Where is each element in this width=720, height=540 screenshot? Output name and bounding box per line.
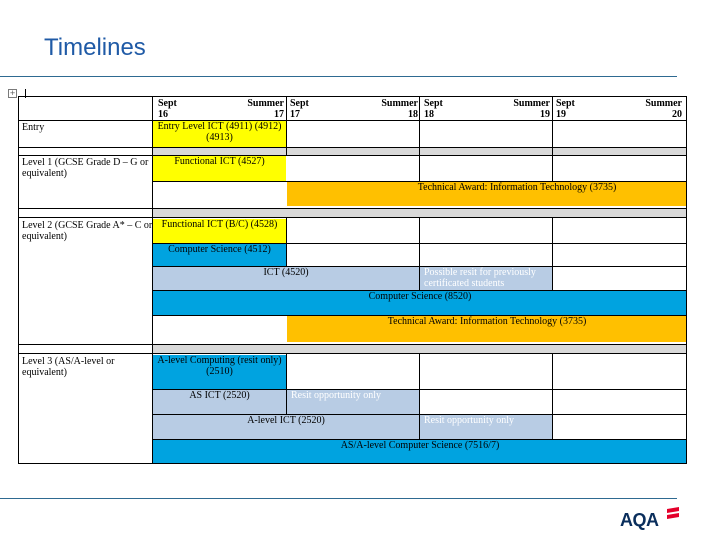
functional-ict-bc-bar: Functional ICT (B/C) (4528) (153, 219, 286, 243)
functional-ict-bar: Functional ICT (4527) (153, 156, 286, 181)
computer-science-4512-bar: Computer Science (4512) (153, 244, 286, 266)
ict-4520-bar: ICT (4520) (153, 267, 419, 290)
a-level-ict-bar: A-level ICT (2520) (153, 415, 419, 439)
table-frame (18, 96, 687, 464)
header-col-1: Sept 16 Summer 17 (158, 98, 284, 120)
header-col-2: Sept 17 Summer 18 (290, 98, 418, 120)
technical-award-bar-1: Technical Award: Information Technology (3735) (287, 182, 687, 206)
computer-science-8520-bar: Computer Science (8520) (153, 291, 687, 315)
technical-award-bar-2: Technical Award: Information Technology (3735) (287, 316, 687, 342)
bottom-divider (0, 498, 677, 499)
header-col-3: Sept 18 Summer 19 (424, 98, 550, 120)
level-3-label: Level 3 (AS/A-level or equivalent) (22, 356, 115, 378)
level-2-label: Level 2 (GCSE Grade A* – C or equivalent) (22, 220, 153, 242)
table-anchor-icon[interactable]: + (9, 89, 16, 97)
resit-only-bar-2: Resit opportunity only (420, 415, 552, 439)
aqa-logo: AQA (620, 510, 659, 530)
as-a-level-computer-science-bar: AS/A-level Computer Science (7516/7) (153, 440, 687, 464)
possible-resit-bar: Possible resit for previously certificated students (420, 267, 552, 290)
timeline-table (18, 96, 687, 464)
header-col-4: Sept 19 Summer 20 (556, 98, 682, 120)
aqa-logo-mark-icon (665, 506, 681, 522)
a-level-computing-bar: A-level Computing (resit only) (2510) (153, 355, 286, 389)
page-title: Timelines (44, 34, 146, 61)
top-divider (0, 76, 677, 77)
as-ict-bar: AS ICT (2520) (153, 390, 286, 414)
level-1-label: Level 1 (GCSE Grade D – G or equivalent) (22, 157, 149, 179)
level-entry-label: Entry (22, 122, 45, 133)
resit-only-bar-1: Resit opportunity only (287, 390, 419, 414)
entry-level-ict-bar: Entry Level ICT (4911) (4912) (4913) (153, 121, 286, 147)
